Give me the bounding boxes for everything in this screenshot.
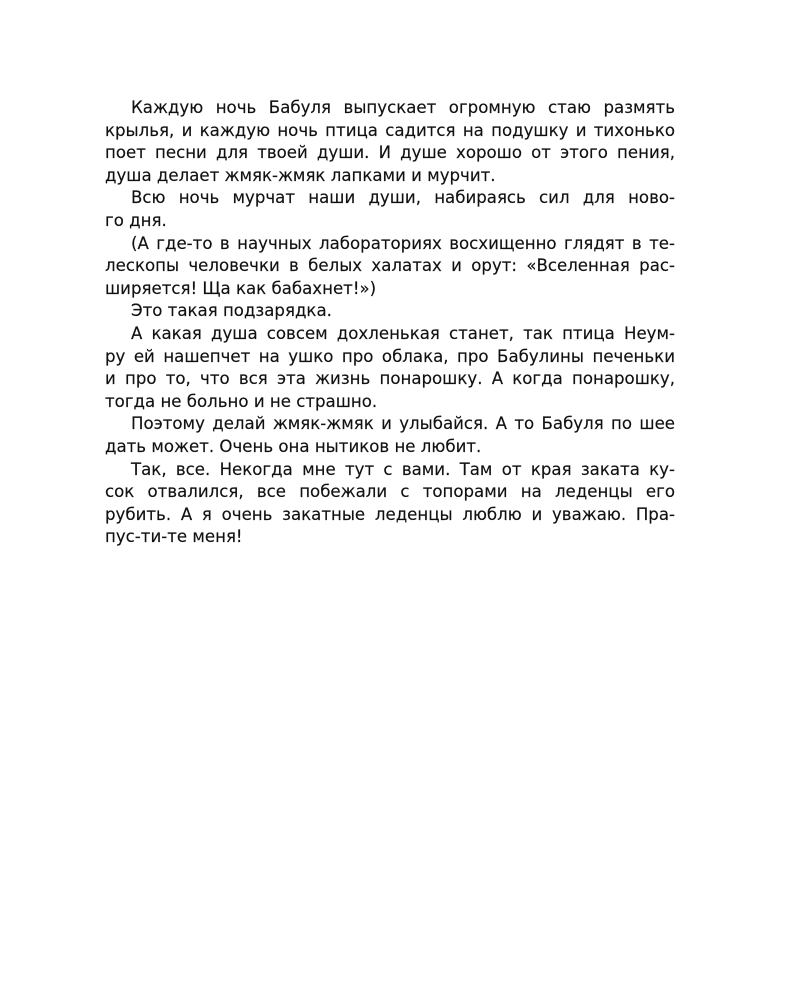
text-line: Это такая подзарядка.: [131, 301, 332, 321]
text-line: пус-ти-те меня!: [105, 527, 243, 547]
text-line: лескопы человечки в белых халатах и орут: «Вселенная рас-: [105, 256, 675, 276]
text-line: и про то, что вся эта жизнь понарошку. А когда понарошку,: [105, 369, 675, 389]
text-line: поет песни для твоей души. И душе хорошо от этого пения,: [105, 143, 675, 163]
text-line: тогда не больно и не страшно.: [105, 391, 378, 411]
text-line: Всю ночь мурчат наши души, набираясь сил для ново-: [131, 188, 675, 208]
body-text: [105, 97, 675, 549]
text-line: рубить. А я очень закатные леденцы люблю и уважаю. Пра-: [105, 504, 675, 524]
text-line: дать может. Очень она нытиков не любит.: [105, 436, 482, 456]
text-line: ширяется! Ща как бабахнет!»): [105, 278, 377, 298]
text-line: го дня.: [105, 210, 167, 230]
text-line: сок отвалился, все побежали с топорами на леденцы его: [105, 482, 675, 502]
text-line: Так, все. Некогда мне тут с вами. Там от края заката ку-: [131, 459, 675, 479]
text-line: Поэтому делай жмяк-жмяк и улыбайся. А то Бабуля по шее: [131, 414, 675, 434]
text-line: Каждую ночь Бабуля выпускает огромную стаю размять: [131, 98, 675, 117]
text-line: (А где-то в научных лабораториях восхищенно глядят в те-: [131, 233, 675, 253]
text-line: крылья, и каждую ночь птица садится на подушку и тихонько: [105, 120, 675, 140]
text-line: ру ей нашепчет на ушко про облака, про Бабулины печеньки: [105, 346, 675, 366]
text-line: А какая душа совсем дохленькая станет, так птица Неум-: [131, 323, 675, 343]
text-line: душа делает жмяк-жмяк лапками и мурчит.: [105, 165, 496, 185]
